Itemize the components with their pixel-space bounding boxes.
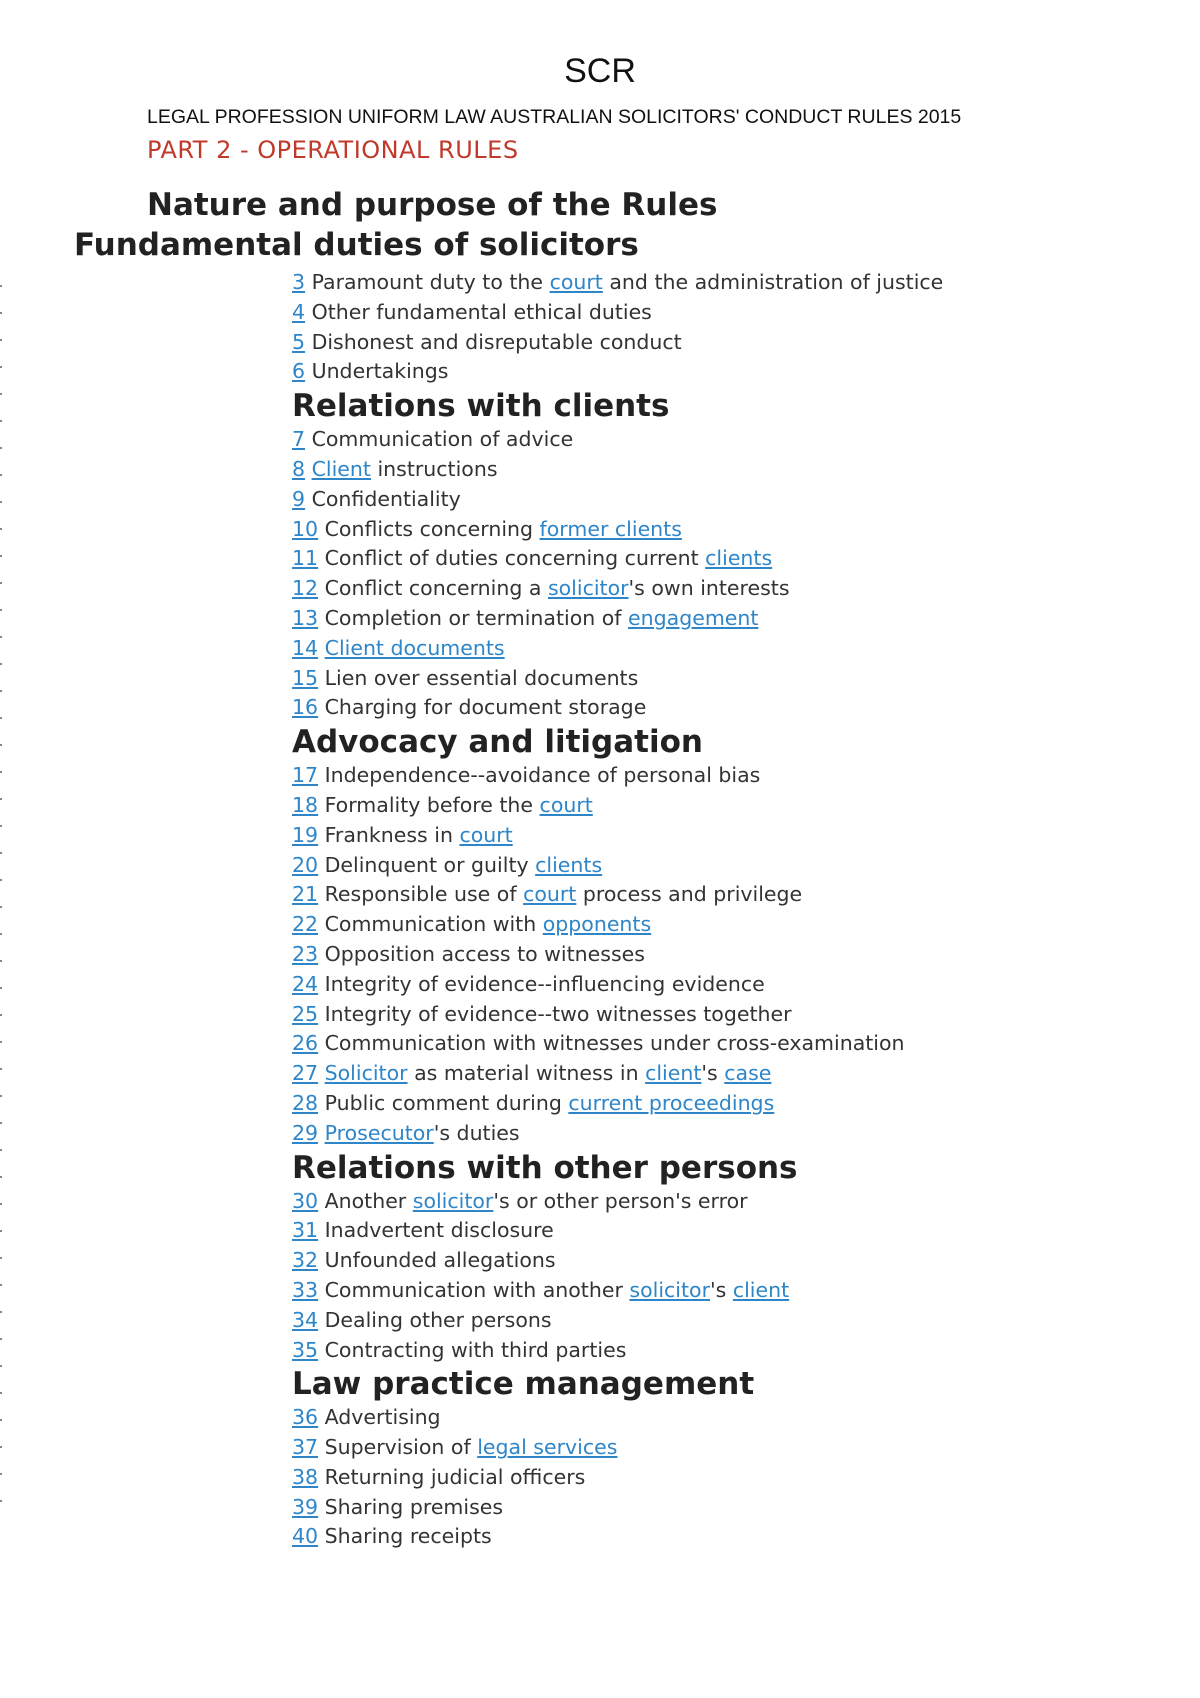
toc-entry [292, 1000, 1172, 1030]
entry-text: Lien over essential documents [318, 665, 639, 690]
margin-tick [0, 879, 2, 881]
margin-tick [0, 1284, 2, 1286]
entry-text: Supervision of [318, 1435, 478, 1460]
term-link[interactable]: clients [535, 852, 603, 877]
toc-entry [292, 1059, 1172, 1089]
entry-text: 's or other person's error [493, 1188, 748, 1213]
entry-text: Conflict of duties concerning current [318, 546, 706, 571]
rule-number-link[interactable]: 18 [292, 792, 319, 817]
toc-entry [292, 693, 1172, 723]
term-link[interactable]: Prosecutor [324, 1120, 434, 1145]
rule-number-link[interactable]: 29 [292, 1120, 319, 1145]
rule-number-link[interactable]: 36 [292, 1405, 319, 1430]
entry-text: Independence--avoidance of personal bias [318, 763, 761, 788]
toc-entry [292, 1433, 1172, 1463]
entry-text: Other fundamental ethical duties [305, 299, 652, 324]
margin-tick [0, 474, 2, 476]
toc-entry [292, 268, 1172, 298]
entry-text: Sharing receipts [318, 1524, 492, 1549]
term-link[interactable]: solicitor [412, 1188, 494, 1213]
toc-entry [292, 1463, 1172, 1493]
term-link[interactable]: case [724, 1061, 772, 1086]
term-link[interactable]: Client [311, 456, 371, 481]
margin-tick [0, 393, 2, 395]
document-title: SCR [564, 52, 636, 90]
term-link[interactable]: client [645, 1061, 702, 1086]
toc-entry [292, 851, 1172, 881]
margin-tick [0, 501, 2, 503]
rule-number-link[interactable]: 7 [292, 427, 306, 452]
term-link[interactable]: court [539, 792, 593, 817]
rule-number-link[interactable]: 6 [292, 359, 306, 384]
margin-tick [0, 1149, 2, 1151]
rule-number-link[interactable]: 4 [292, 299, 306, 324]
term-link[interactable]: opponents [542, 912, 652, 937]
margin-tick [0, 987, 2, 989]
rule-number-link[interactable]: 10 [292, 516, 319, 541]
rule-number-link[interactable]: 19 [292, 822, 319, 847]
toc-entry [292, 634, 1172, 664]
rule-number-link[interactable]: 3 [292, 270, 306, 294]
margin-tick [0, 1311, 2, 1313]
rule-number-link[interactable]: 5 [292, 329, 306, 354]
rule-number-link[interactable]: 21 [292, 882, 319, 907]
entry-text: Communication with [318, 912, 543, 937]
margin-tick [0, 339, 2, 341]
toc-entry [292, 1403, 1172, 1433]
term-link[interactable]: court [523, 882, 577, 907]
entry-text: Integrity of evidence--influencing evidence [318, 971, 765, 996]
entry-text: Returning judicial officers [318, 1464, 586, 1489]
toc-entry [292, 1336, 1172, 1366]
rule-number-link[interactable]: 16 [292, 695, 319, 720]
margin-tick [0, 609, 2, 611]
entry-text: 's own interests [628, 576, 790, 601]
rule-number-link[interactable]: 14 [292, 635, 319, 660]
margin-tick [0, 1176, 2, 1178]
margin-tick [0, 771, 2, 773]
margin-tick [0, 933, 2, 935]
entry-text: Another [318, 1188, 413, 1213]
toc-entry [292, 485, 1172, 515]
margin-tick [0, 690, 2, 692]
margin-tick [0, 906, 2, 908]
entry-text: Dealing other persons [318, 1307, 552, 1332]
rule-number-link[interactable]: 23 [292, 941, 319, 966]
rule-number-link[interactable]: 35 [292, 1337, 319, 1362]
term-link[interactable]: current proceedings [568, 1090, 775, 1115]
part-heading: PART 2 - OPERATIONAL RULES [147, 136, 519, 164]
entry-text: as material witness in [407, 1061, 646, 1086]
toc-entry [292, 1119, 1172, 1149]
margin-tick [0, 960, 2, 962]
rule-number-link[interactable]: 30 [292, 1188, 319, 1213]
rule-number-link[interactable]: 8 [292, 456, 306, 481]
margin-tick [0, 1392, 2, 1394]
margin-tick [0, 366, 2, 368]
term-link[interactable]: court [459, 822, 513, 847]
entry-text: Advertising [318, 1405, 441, 1430]
entry-text: Opposition access to witnesses [318, 941, 645, 966]
rule-number-link[interactable]: 20 [292, 852, 319, 877]
term-link[interactable]: court [549, 270, 603, 294]
entry-text: and the administration of justice [602, 270, 944, 294]
rule-number-link[interactable]: 32 [292, 1248, 319, 1273]
rule-number-link[interactable]: 17 [292, 763, 319, 788]
section-heading: Relations with other persons [292, 1149, 798, 1186]
margin-tick [0, 744, 2, 746]
section-heading: Relations with clients [292, 388, 670, 425]
toc-entry [292, 1246, 1172, 1276]
section-heading: Law practice management [292, 1366, 755, 1403]
entry-text: Integrity of evidence--two witnesses together [318, 1001, 792, 1026]
toc-entry [292, 1187, 1172, 1217]
toc-entry [292, 940, 1172, 970]
entry-text: Unfounded allegations [318, 1248, 556, 1273]
toc-entry [292, 664, 1172, 694]
toc-entry [292, 455, 1172, 485]
heading-fundamental-duties: Fundamental duties of solicitors [74, 227, 639, 263]
term-link[interactable]: solicitor [547, 576, 629, 601]
rule-number-link[interactable]: 25 [292, 1001, 319, 1026]
entry-text: Public comment during [318, 1090, 569, 1115]
rule-number-link[interactable]: 40 [292, 1524, 319, 1549]
toc-entry [292, 515, 1172, 545]
toc-entry [292, 1276, 1172, 1306]
margin-tick [0, 1014, 2, 1016]
term-link[interactable]: former clients [539, 516, 682, 541]
toc-entry [292, 821, 1172, 851]
margin-tick [0, 1257, 2, 1259]
rule-number-link[interactable]: 22 [292, 912, 319, 937]
toc-entry [292, 880, 1172, 910]
rule-number-link[interactable]: 38 [292, 1464, 319, 1489]
term-link[interactable]: engagement [628, 605, 759, 630]
toc-entry [292, 357, 1172, 387]
entry-text: Undertakings [305, 359, 449, 384]
entry-text: Conflict concerning a [318, 576, 548, 601]
toc-entry [292, 1522, 1172, 1552]
margin-tick [0, 582, 2, 584]
toc-entry [292, 791, 1172, 821]
margin-tick [0, 1446, 2, 1448]
toc-entry [292, 1216, 1172, 1246]
margin-tick [0, 852, 2, 854]
rule-number-link[interactable]: 12 [292, 576, 319, 601]
rule-number-link[interactable]: 27 [292, 1061, 319, 1086]
entry-text: Delinquent or guilty [318, 852, 536, 877]
margin-tick [0, 1365, 2, 1367]
margin-tick [0, 798, 2, 800]
margin-tick [0, 1068, 2, 1070]
entry-text: Responsible use of [318, 882, 524, 907]
toc-entry [292, 574, 1172, 604]
margin-tick [0, 1095, 2, 1097]
margin-tick [0, 1041, 2, 1043]
rule-number-link[interactable]: 26 [292, 1031, 319, 1056]
section-heading: Advocacy and litigation [292, 724, 703, 761]
heading-nature-purpose: Nature and purpose of the Rules [147, 187, 718, 223]
margin-tick [0, 1122, 2, 1124]
entry-text: Charging for document storage [318, 695, 647, 720]
margin-tick [0, 717, 2, 719]
toc-entry [292, 328, 1172, 358]
rule-number-link[interactable]: 34 [292, 1307, 319, 1332]
document-subtitle: LEGAL PROFESSION UNIFORM LAW AUSTRALIAN SOLICITORS' CONDUCT RULES 2015 [147, 106, 962, 128]
margin-tick [0, 528, 2, 530]
margin-tick [0, 1338, 2, 1340]
toc-entry [292, 604, 1172, 634]
toc-entry [292, 761, 1172, 791]
margin-tick [0, 1500, 2, 1502]
entry-text: Inadvertent disclosure [318, 1218, 554, 1243]
toc-entry [292, 970, 1172, 1000]
rule-number-link[interactable]: 37 [292, 1435, 319, 1460]
entry-text: Conflicts concerning [318, 516, 540, 541]
rule-number-link[interactable]: 24 [292, 971, 319, 996]
term-link[interactable]: solicitor [629, 1277, 710, 1302]
margin-tick [0, 825, 2, 827]
rule-number-link[interactable]: 39 [292, 1494, 319, 1519]
margin-tick [0, 447, 2, 449]
toc-entry [292, 910, 1172, 940]
entry-text: Paramount duty to the [305, 270, 550, 294]
entry-text: 's [710, 1277, 733, 1302]
margin-marks [0, 285, 2, 1545]
rule-number-link[interactable]: 11 [292, 546, 319, 571]
rule-number-link[interactable]: 9 [292, 486, 306, 511]
margin-tick [0, 555, 2, 557]
margin-tick [0, 1419, 2, 1421]
entry-text: Frankness in [318, 822, 460, 847]
toc-entry [292, 1493, 1172, 1523]
entry-text: instructions [370, 456, 498, 481]
term-link[interactable]: clients [705, 546, 773, 571]
margin-tick [0, 1203, 2, 1205]
entry-text: Contracting with third parties [318, 1337, 627, 1362]
rule-number-link[interactable]: 15 [292, 665, 319, 690]
toc-entry [292, 298, 1172, 328]
table-of-contents [292, 268, 1172, 1552]
margin-tick [0, 312, 2, 314]
margin-tick [0, 663, 2, 665]
entry-text: Completion or termination of [318, 605, 629, 630]
margin-tick [0, 1230, 2, 1232]
margin-tick [0, 636, 2, 638]
margin-tick [0, 420, 2, 422]
toc-entry [292, 1306, 1172, 1336]
rule-number-link[interactable]: 13 [292, 605, 319, 630]
entry-text: 's [701, 1061, 725, 1086]
toc-entry [292, 1089, 1172, 1119]
entry-text: Dishonest and disreputable conduct [305, 329, 682, 354]
entry-text: Communication with another [318, 1277, 630, 1302]
rule-number-link[interactable]: 33 [292, 1277, 319, 1302]
toc-entry [292, 1029, 1172, 1059]
margin-tick [0, 1473, 2, 1475]
entry-text: Communication of advice [305, 427, 574, 452]
rule-number-link[interactable]: 31 [292, 1218, 319, 1243]
entry-text: Confidentiality [305, 486, 461, 511]
term-link[interactable]: legal services [477, 1435, 618, 1460]
entry-text: Formality before the [318, 792, 540, 817]
toc-entry [292, 544, 1172, 574]
entry-text: process and privilege [576, 882, 803, 907]
term-link[interactable]: Client documents [324, 635, 505, 660]
term-link[interactable]: Solicitor [324, 1061, 408, 1086]
rule-number-link[interactable]: 28 [292, 1090, 319, 1115]
margin-tick [0, 285, 2, 287]
entry-text: 's duties [433, 1120, 520, 1145]
entry-text: Sharing premises [318, 1494, 504, 1519]
toc-entry [292, 425, 1172, 455]
entry-text: Communication with witnesses under cross-examination [318, 1031, 905, 1056]
term-link[interactable]: client [732, 1277, 790, 1302]
